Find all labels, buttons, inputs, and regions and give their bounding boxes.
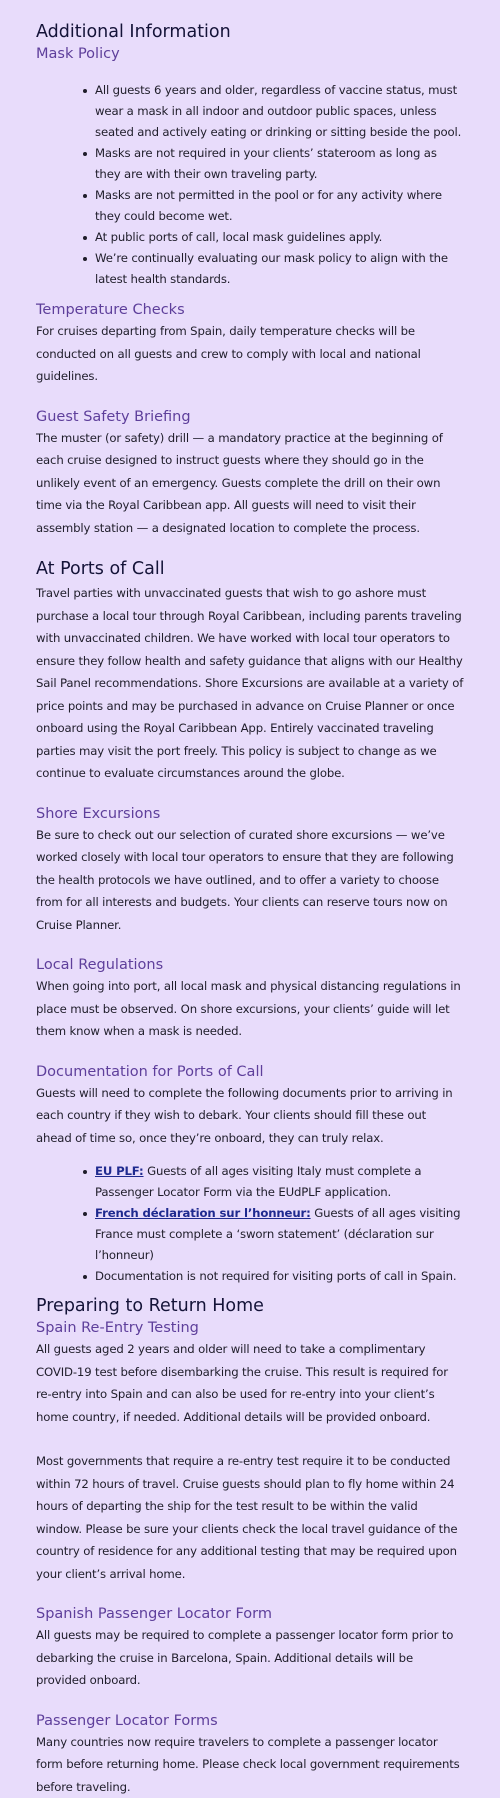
shore-excursions-text: Be sure to check out our selection of curated shore excursions — we’ve worked closely with local tour operators to ensure that they are following the health protocols we have outlined, and to offer a variety to choose from for all interests and budgets. Your clients can reserve tours now on Cruise Planner. xyxy=(36,824,464,937)
local-regulations-text: When going into port, all local mask and physical distancing regulations in place must be observed. On shore excursions, your clients’ guide will let them know when a mask is needed. xyxy=(36,975,464,1043)
documentation-list xyxy=(36,1161,464,1287)
list-item-text: Guests of all ages visiting France must complete a ‘sworn statement’ (déclaration sur l’honneur) xyxy=(95,1206,460,1262)
ports-of-call-title: At Ports of Call xyxy=(36,558,464,580)
page-content xyxy=(0,21,500,1798)
list-item xyxy=(83,1161,464,1203)
mask-policy-list xyxy=(36,80,464,290)
safety-briefing-text: The muster (or safety) drill — a mandatory practice at the beginning of each cruise designed to instruct guests where they should go in the unlikely event of an emergency. Guests complete the drill on their own time via the Royal Caribbean app. All guests will need to visit their assembly station — a designated location to complete the process. xyxy=(36,427,464,540)
list-item xyxy=(83,1266,464,1287)
plf-heading: Passenger Locator Forms xyxy=(36,1711,464,1731)
spain-reentry-text-1: All guests aged 2 years and older will need to take a complimentary COVID-19 test before disembarking the cruise. This result is required for re-entry into Spain and can also be used for re-entry into your client’s home country, if needed. Additional details will be provided onboard. xyxy=(36,1338,464,1428)
spain-reentry-text-2: Most governments that require a re-entry test require it to be conducted within 72 hours of travel. Cruise guests should plan to fly home within 24 hours of departing the ship for the test result to be within the valid window. Please be sure your clients check the local travel guidance of the country of residence for any additional testing that may be required upon your client’s arrival home. xyxy=(36,1450,464,1585)
documentation-text: Guests will need to complete the following documents prior to arriving in each country if they wish to debark. Your clients should fill these out ahead of time so, once they’re onboard, they can truly relax. xyxy=(36,1082,464,1150)
local-regulations-heading: Local Regulations xyxy=(36,955,464,975)
list-item xyxy=(83,1203,464,1266)
shore-excursions-heading: Shore Excursions xyxy=(36,804,464,824)
temperature-checks-text: For cruises departing from Spain, daily temperature checks will be conducted on all guests and crew to comply with local and national guidelines. xyxy=(36,320,464,388)
list-item: Masks are not required in your clients’ stateroom as long as they are with their own traveling party. xyxy=(83,143,464,185)
return-home-title: Preparing to Return Home xyxy=(36,1295,464,1317)
plf-text: Many countries now require travelers to complete a passenger locator form before returning home. Please check local government requirements before traveling. xyxy=(36,1731,464,1798)
ports-of-call-text: Travel parties with unvaccinated guests that wish to go ashore must purchase a local tour through Royal Caribbean, including parents traveling with unvaccinated children. We have worked with local tour operators to ensure they follow health and safety guidance that aligns with our Healthy Sail Panel recommendations. Shore Excursions are available at a variety of price points and may be purchased in advance on Cruise Planner or once onboard using the Royal Caribbean App. Entirely vaccinated traveling parties may visit the port freely. This policy is subject to change as we continue to evaluate circumstances around the globe. xyxy=(36,582,464,785)
spanish-plf-heading: Spanish Passenger Locator Form xyxy=(36,1604,464,1624)
eu-plf-link[interactable]: EU PLF: xyxy=(95,1164,144,1178)
documentation-heading: Documentation for Ports of Call xyxy=(36,1062,464,1082)
mask-policy-heading: Mask Policy xyxy=(36,44,464,64)
list-item-text: Guests of all ages visiting Italy must complete a Passenger Locator Form via the EUdPLF application. xyxy=(95,1164,421,1199)
spain-reentry-heading: Spain Re-Entry Testing xyxy=(36,1318,464,1338)
spanish-plf-text: All guests may be required to complete a passenger locator form prior to debarking the cruise in Barcelona, Spain. Additional details will be provided onboard. xyxy=(36,1624,464,1692)
french-declaration-link[interactable]: French déclaration sur l’honneur: xyxy=(95,1206,311,1220)
list-item: All guests 6 years and older, regardless of vaccine status, must wear a mask in all indoor and outdoor public spaces, unless seated and actively eating or drinking or sitting beside the pool. xyxy=(83,80,464,143)
list-item-text: Documentation is not required for visiting ports of call in Spain. xyxy=(95,1269,456,1283)
list-item: Masks are not permitted in the pool or for any activity where they could become wet. xyxy=(83,185,464,227)
list-item: We’re continually evaluating our mask policy to align with the latest health standards. xyxy=(83,248,464,290)
additional-info-title: Additional Information xyxy=(36,21,464,43)
list-item: At public ports of call, local mask guidelines apply. xyxy=(83,227,464,248)
safety-briefing-heading: Guest Safety Briefing xyxy=(36,407,464,427)
temperature-checks-heading: Temperature Checks xyxy=(36,300,464,320)
